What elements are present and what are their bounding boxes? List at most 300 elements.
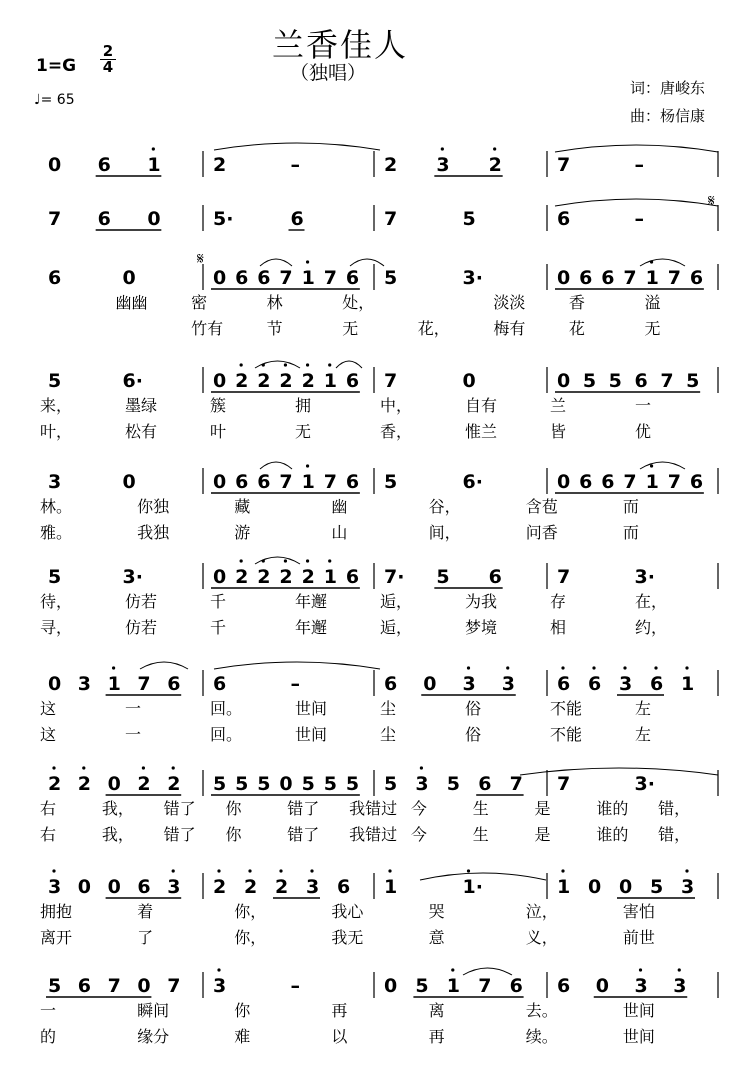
lyric-syllable: 不能 xyxy=(550,725,583,744)
note: 5 xyxy=(257,773,271,795)
high-octave-dot xyxy=(82,766,85,769)
lyric-syllable: 梅有 xyxy=(493,319,526,338)
slur-arc xyxy=(214,143,380,150)
lyric-syllable: 是 xyxy=(534,825,551,844)
lyric-syllable: 泣， xyxy=(525,902,558,921)
high-octave-dot xyxy=(592,666,595,669)
note: 6 xyxy=(689,267,704,289)
note: 3· xyxy=(634,566,655,588)
high-octave-dot xyxy=(451,968,454,971)
note: 0 xyxy=(557,370,571,392)
lyric-syllable: 错了 xyxy=(163,799,196,818)
note: 0 xyxy=(588,876,602,898)
slur-arc xyxy=(420,873,546,880)
note: 7 xyxy=(623,471,637,493)
note: 6 xyxy=(579,267,593,289)
note: 2 xyxy=(275,876,289,898)
note: 2 xyxy=(488,154,502,176)
lyric-syllable: 世间 xyxy=(622,1001,655,1020)
note: 3 xyxy=(415,773,429,795)
lyric-syllable: 是 xyxy=(534,799,551,818)
lyric-syllable: 为我 xyxy=(465,592,498,611)
slur-arc xyxy=(140,662,188,669)
lyric-syllable: 皆 xyxy=(550,422,567,441)
high-octave-dot xyxy=(467,666,470,669)
note: 3 xyxy=(77,673,92,695)
high-octave-dot xyxy=(639,968,642,971)
note: 3 xyxy=(619,673,633,695)
slur-arc xyxy=(214,662,380,669)
note: 5 xyxy=(415,975,429,997)
slur-arc xyxy=(520,768,718,775)
lyric-syllable: 逅， xyxy=(380,592,413,611)
lyric-syllable: 尘 xyxy=(380,699,397,718)
note: – xyxy=(290,154,300,176)
lyric-syllable: 约， xyxy=(635,618,668,637)
high-octave-dot xyxy=(310,869,313,872)
note: 1 xyxy=(323,370,337,392)
high-octave-dot xyxy=(306,559,309,562)
note: 5 xyxy=(345,773,360,795)
lyric-syllable: 自有 xyxy=(465,396,498,415)
note: 1 xyxy=(323,566,337,588)
lyric-syllable: 错， xyxy=(658,799,691,818)
lyric-syllable: 回。 xyxy=(210,699,243,718)
note: 1 xyxy=(147,154,161,176)
lyric-syllable: 了 xyxy=(137,928,154,947)
note: 7 xyxy=(279,267,293,289)
note: 7· xyxy=(384,566,405,588)
note: 2 xyxy=(137,773,151,795)
note: 6 xyxy=(557,673,571,695)
note: 5 xyxy=(384,773,398,795)
high-octave-dot xyxy=(328,363,331,366)
note: 7 xyxy=(137,673,151,695)
lyric-syllable: 离 xyxy=(428,1001,445,1020)
lyric-syllable: 今 xyxy=(410,825,427,844)
note: 0 xyxy=(595,975,609,997)
note: 0 xyxy=(557,471,571,493)
note: 0 xyxy=(107,773,121,795)
lyric-syllable: 中， xyxy=(380,396,413,415)
lyric-syllable: 林。 xyxy=(40,497,73,516)
note: 3 xyxy=(673,975,687,997)
note: 0 xyxy=(122,471,136,493)
note: 2 xyxy=(48,773,62,795)
note: 6 xyxy=(345,471,360,493)
high-octave-dot xyxy=(248,869,251,872)
high-octave-dot xyxy=(279,869,282,872)
lyric-syllable: 年邂 xyxy=(295,592,328,611)
high-octave-dot xyxy=(284,559,287,562)
slur-arc xyxy=(350,259,384,266)
note: 5 xyxy=(436,566,450,588)
note: 0 xyxy=(107,876,121,898)
high-octave-dot xyxy=(240,559,243,562)
note: 0 xyxy=(147,208,161,230)
high-octave-dot xyxy=(441,147,444,150)
lyric-syllable: 香 xyxy=(568,293,585,312)
high-octave-dot xyxy=(623,666,626,669)
lyric-syllable: 生 xyxy=(472,825,489,844)
note: 7 xyxy=(167,975,181,997)
lyric-syllable: 山 xyxy=(331,523,348,542)
time-signature-top: 2 xyxy=(102,42,114,60)
lyric-syllable: 待， xyxy=(40,592,73,611)
lyric-syllable: 左 xyxy=(635,725,652,744)
lyric-syllable: 一 xyxy=(40,1001,57,1020)
segno-icon: 𝄋 xyxy=(708,191,715,210)
note: 1 xyxy=(645,267,659,289)
lyric-syllable: 谁的 xyxy=(596,825,629,844)
note: 6 xyxy=(167,673,181,695)
lyric-syllable: 而 xyxy=(622,497,639,516)
note: 7 xyxy=(667,267,681,289)
note: 3· xyxy=(122,566,143,588)
lyric-syllable: 逅， xyxy=(380,618,413,637)
lyric-syllable: 我错过 xyxy=(349,799,398,818)
lyric-syllable: 续。 xyxy=(525,1027,558,1046)
lyric-syllable: 我错过 xyxy=(349,825,398,844)
lyric-syllable: 世间 xyxy=(295,699,328,718)
note: 5 xyxy=(301,773,315,795)
note: 0 xyxy=(213,370,227,392)
lyric-syllable: 来， xyxy=(40,396,73,415)
lyric-syllable: 幽 xyxy=(331,497,348,516)
segno-icon: 𝄋 xyxy=(197,249,204,268)
high-octave-dot xyxy=(52,869,55,872)
quarter-note-icon: ♩ xyxy=(34,92,41,108)
slur-arc xyxy=(336,361,362,368)
note: 2 xyxy=(235,566,249,588)
note: 6 xyxy=(601,267,615,289)
note: 6 xyxy=(478,773,492,795)
high-octave-dot xyxy=(685,666,688,669)
note: 1 xyxy=(446,975,461,997)
note: 6 xyxy=(345,370,360,392)
high-octave-dot xyxy=(217,968,220,971)
note: 6 xyxy=(650,673,664,695)
lyric-syllable: 错， xyxy=(658,825,691,844)
lyric-syllable: 着 xyxy=(137,902,154,921)
note: 3 xyxy=(681,876,695,898)
lyricist: 词：唐峻东 xyxy=(630,79,706,97)
note: 3 xyxy=(167,876,181,898)
note: 5 xyxy=(48,566,62,588)
high-octave-dot xyxy=(306,260,309,263)
note: 3 xyxy=(48,471,62,493)
note: 0 xyxy=(279,773,293,795)
lyric-syllable: 仿若 xyxy=(125,592,158,611)
note: 6 xyxy=(557,975,571,997)
lyric-syllable: 你 xyxy=(225,799,242,818)
note: 1 xyxy=(301,267,315,289)
lyric-syllable: 你独 xyxy=(137,497,170,516)
lyric-syllable: 松有 xyxy=(125,422,158,441)
lyric-syllable: 寻， xyxy=(40,618,73,637)
note: 6 xyxy=(235,471,249,493)
note: 5 xyxy=(48,975,62,997)
note: 5 xyxy=(608,370,622,392)
lyric-syllable: 雅。 xyxy=(40,523,73,542)
note: 2 xyxy=(213,154,227,176)
lyric-syllable: 拥抱 xyxy=(40,902,73,921)
lyric-syllable: 无 xyxy=(342,319,359,338)
lyric-syllable: 我心 xyxy=(331,902,364,921)
slur-arc xyxy=(260,462,292,469)
note: 7 xyxy=(557,773,571,795)
high-octave-dot xyxy=(240,363,243,366)
note: 7 xyxy=(557,566,571,588)
lyric-syllable: 年邂 xyxy=(295,618,328,637)
lyric-syllable: 左 xyxy=(635,699,652,718)
lyric-syllable: 千 xyxy=(210,592,227,611)
high-octave-dot xyxy=(142,766,145,769)
note: 3 xyxy=(436,154,450,176)
note: 6 xyxy=(345,566,360,588)
note: 5 xyxy=(462,208,476,230)
note: 2 xyxy=(77,773,92,795)
note: 0 xyxy=(213,566,227,588)
lyric-syllable: 拥 xyxy=(295,396,312,415)
lyric-syllable: 你， xyxy=(234,928,267,947)
note: 1 xyxy=(681,673,695,695)
lyric-syllable: 害怕 xyxy=(622,902,655,921)
lyric-syllable: 错了 xyxy=(287,799,320,818)
note: 2 xyxy=(213,876,227,898)
lyric-syllable: 意 xyxy=(428,928,445,947)
note: 7 xyxy=(384,208,398,230)
note: 5 xyxy=(323,773,337,795)
note: 5 xyxy=(446,773,461,795)
note: 2 xyxy=(384,154,398,176)
note: 2 xyxy=(167,773,181,795)
note: 6 xyxy=(557,208,571,230)
lyric-syllable: 右 xyxy=(40,799,57,818)
lyric-syllable: 离开 xyxy=(40,928,73,947)
note: 6 xyxy=(257,471,271,493)
slur-arc xyxy=(255,361,300,368)
note: 2 xyxy=(244,876,258,898)
high-octave-dot xyxy=(306,464,309,467)
note: 5 xyxy=(48,370,62,392)
lyric-syllable: 你， xyxy=(234,902,267,921)
lyric-syllable: 间， xyxy=(428,523,461,542)
note: 3 xyxy=(306,876,320,898)
lyric-syllable: 兰 xyxy=(550,396,567,415)
lyric-syllable: 幽幽 xyxy=(115,293,148,312)
note: 6 xyxy=(345,267,360,289)
slur-arc xyxy=(260,259,292,266)
note: 6 xyxy=(689,471,704,493)
slur-arc xyxy=(640,259,685,266)
note: 1 xyxy=(301,471,315,493)
lyric-syllable: 含苞 xyxy=(525,497,558,516)
note: 7 xyxy=(667,471,681,493)
note: 6 xyxy=(235,267,249,289)
high-octave-dot xyxy=(52,766,55,769)
high-octave-dot xyxy=(678,968,681,971)
note: – xyxy=(290,673,300,695)
note: 6 xyxy=(601,471,615,493)
note: 6 xyxy=(97,208,111,230)
note: 6 xyxy=(213,673,227,695)
lyric-syllable: 一 xyxy=(125,699,142,718)
note: 6 xyxy=(257,267,271,289)
lyric-syllable: 这 xyxy=(40,725,57,744)
lyric-syllable: 难 xyxy=(234,1027,251,1046)
high-octave-dot xyxy=(561,666,564,669)
note: 7 xyxy=(478,975,492,997)
lyric-syllable: 我， xyxy=(101,799,134,818)
high-octave-dot xyxy=(217,869,220,872)
high-octave-dot xyxy=(172,766,175,769)
lyric-syllable: 回。 xyxy=(210,725,243,744)
note: 7 xyxy=(660,370,674,392)
lyric-syllable: 再 xyxy=(331,1001,348,1020)
lyric-syllable: 问香 xyxy=(525,523,558,542)
lyric-syllable: 你 xyxy=(234,1001,251,1020)
lyric-syllable: 这 xyxy=(40,699,57,718)
note: 6 xyxy=(48,267,62,289)
note: 7 xyxy=(623,267,637,289)
lyric-syllable: 相 xyxy=(550,618,567,637)
note: 6 xyxy=(579,471,593,493)
lyric-syllable: 游 xyxy=(234,523,251,542)
note: 0 xyxy=(423,673,437,695)
lyric-syllable: 我无 xyxy=(331,928,364,947)
high-octave-dot xyxy=(650,464,653,467)
note: 7 xyxy=(384,370,398,392)
note: 0 xyxy=(557,267,571,289)
lyric-syllable: 花 xyxy=(568,319,585,338)
lyric-syllable: 的 xyxy=(40,1027,57,1046)
lyric-syllable: 瞬间 xyxy=(137,1001,170,1020)
note: 1· xyxy=(462,876,483,898)
note: 1 xyxy=(107,673,121,695)
slur-arc xyxy=(463,968,512,975)
lyric-syllable: 存 xyxy=(550,592,567,611)
page-title: 兰香佳人 xyxy=(271,26,408,64)
lyric-syllable: 叶 xyxy=(210,422,227,441)
note: 0 xyxy=(213,267,227,289)
note: 6 xyxy=(290,208,304,230)
note: 3· xyxy=(634,773,655,795)
lyric-syllable: 在， xyxy=(635,592,668,611)
note: 6 xyxy=(137,876,151,898)
lyric-syllable: 溢 xyxy=(644,293,661,312)
note: 7 xyxy=(509,773,523,795)
note: 2 xyxy=(279,370,293,392)
note: – xyxy=(290,975,300,997)
high-octave-dot xyxy=(561,869,564,872)
lyric-syllable: 处， xyxy=(342,293,375,312)
high-octave-dot xyxy=(112,666,115,669)
lyric-syllable: 义， xyxy=(525,928,558,947)
note: 0 xyxy=(384,975,398,997)
note: 6· xyxy=(462,471,483,493)
lyric-syllable: 千 xyxy=(210,618,227,637)
high-octave-dot xyxy=(328,559,331,562)
note: 3 xyxy=(634,975,648,997)
lyric-syllable: 簇 xyxy=(210,396,227,415)
slur-arc xyxy=(555,145,718,152)
lyric-syllable: 墨绿 xyxy=(125,396,158,415)
note: 2 xyxy=(257,566,271,588)
note: 2 xyxy=(279,566,293,588)
lyric-syllable: 再 xyxy=(428,1027,445,1046)
note: 1 xyxy=(384,876,398,898)
high-octave-dot xyxy=(685,869,688,872)
note: 3 xyxy=(213,975,227,997)
note: 5 xyxy=(384,471,398,493)
lyric-syllable: 错了 xyxy=(163,825,196,844)
note: 5 xyxy=(213,773,227,795)
lyric-syllable: 藏 xyxy=(234,497,251,516)
lyric-syllable: 无 xyxy=(644,319,661,338)
note: 6 xyxy=(634,370,648,392)
high-octave-dot xyxy=(388,869,391,872)
note: 3 xyxy=(501,673,515,695)
note: 3 xyxy=(48,876,62,898)
lyric-syllable: 香， xyxy=(380,422,413,441)
lyric-syllable: 右 xyxy=(40,825,57,844)
note: 7 xyxy=(279,471,293,493)
slur-arc xyxy=(640,462,685,469)
lyric-syllable: 优 xyxy=(635,422,652,441)
note: 2 xyxy=(235,370,249,392)
lyric-syllable: 梦境 xyxy=(465,618,498,637)
lyric-syllable: 无 xyxy=(295,422,312,441)
lyric-syllable: 我独 xyxy=(137,523,170,542)
lyric-syllable: 节 xyxy=(266,319,283,338)
note: 7 xyxy=(48,208,62,230)
high-octave-dot xyxy=(172,869,175,872)
note: 0 xyxy=(462,370,476,392)
lyric-syllable: 俗 xyxy=(465,699,482,718)
lyric-syllable: 叶， xyxy=(40,422,73,441)
lyric-syllable: 今 xyxy=(410,799,427,818)
slur-arc xyxy=(555,199,718,206)
lyric-syllable: 花， xyxy=(417,319,450,338)
lyric-syllable: 淡淡 xyxy=(493,293,526,312)
high-octave-dot xyxy=(654,666,657,669)
note: 6 xyxy=(97,154,111,176)
note: 6 xyxy=(588,673,602,695)
note: 2 xyxy=(257,370,271,392)
lyric-syllable: 密 xyxy=(191,293,208,312)
lyric-syllable: 谁的 xyxy=(596,799,629,818)
lyric-syllable: 谷， xyxy=(428,497,461,516)
lyric-syllable: 惟兰 xyxy=(465,422,498,441)
note: 6 xyxy=(337,876,351,898)
key-signature: 1=G xyxy=(36,56,77,76)
note: 3 xyxy=(462,673,476,695)
lyric-syllable: 我， xyxy=(101,825,134,844)
note: 0 xyxy=(77,876,92,898)
lyric-syllable: 一 xyxy=(125,725,142,744)
note: 6· xyxy=(122,370,143,392)
lyric-syllable: 不能 xyxy=(550,699,583,718)
high-octave-dot xyxy=(420,766,423,769)
page-subtitle: （独唱） xyxy=(290,62,367,84)
lyric-syllable: 哭 xyxy=(428,902,445,921)
note: 7 xyxy=(107,975,121,997)
high-octave-dot xyxy=(506,666,509,669)
note: 7 xyxy=(323,267,337,289)
note: 0 xyxy=(619,876,633,898)
note: 5· xyxy=(213,208,234,230)
